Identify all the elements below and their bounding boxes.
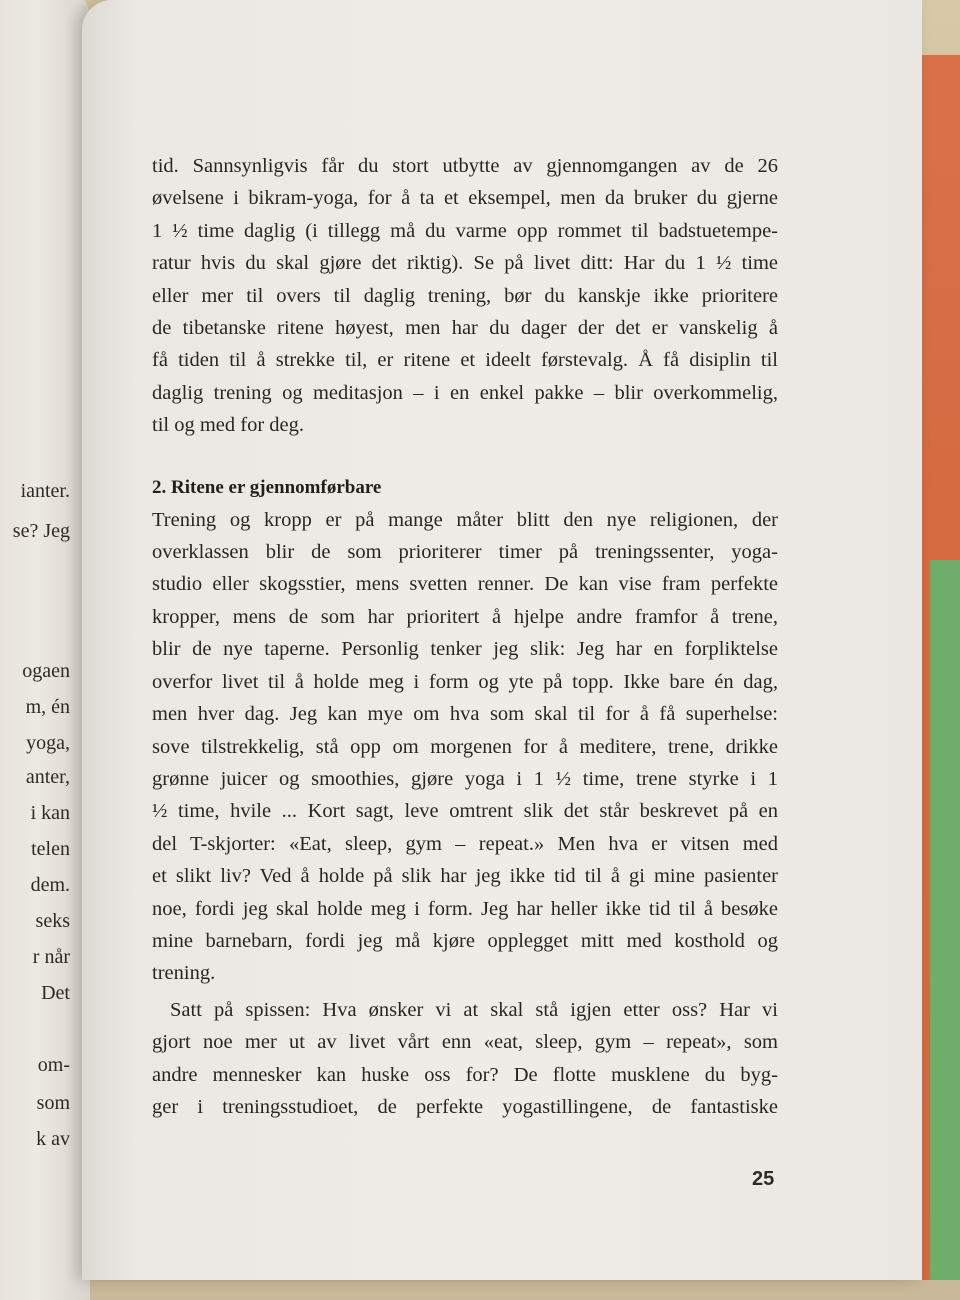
- text-line: et slikt liv? Ved å holde på slik har jeg ikke tid til å gi mine pasienter: [152, 865, 778, 888]
- left-fragment: yoga,: [26, 732, 70, 754]
- text-line: tid. Sannsynligvis får du stort utbytte av gjennomgangen av de 26: [152, 155, 778, 177]
- left-fragment: anter,: [25, 766, 70, 788]
- text-line: noe, fordi jeg skal holde meg i form. Jeg har heller ikke tid til å besøke: [152, 897, 778, 920]
- text-line: ratur hvis du skal gjøre det riktig). Se på livet ditt: Har du 1 ½ time: [152, 252, 778, 275]
- left-fragment: dem.: [30, 874, 70, 896]
- paragraph-1: [152, 150, 778, 442]
- page-number: 25: [752, 1168, 775, 1190]
- left-fragment: ianter.: [20, 480, 70, 502]
- text-line: overfor livet til å holde meg i form og yte på topp. Ikke bare én dag,: [152, 670, 778, 693]
- text-line: øvelsene i bikram-yoga, for å ta et eksempel, men da bruker du gjerne: [152, 187, 778, 210]
- text-line: gjort noe mer ut av livet vårt enn «eat, sleep, gym – repeat», som: [152, 1031, 778, 1054]
- text-line: mine barnebarn, fordi jeg må kjøre opplegget mitt med kosthold og: [152, 929, 778, 952]
- book-cover-green-strip: [930, 560, 960, 1280]
- left-fragment: telen: [31, 838, 70, 860]
- text-line: del T-skjorter: «Eat, sleep, gym – repeat.» Men hva er vitsen med: [152, 832, 778, 855]
- text-line: overklassen blir de som prioriterer timer på treningssenter, yoga-: [152, 541, 778, 564]
- page-text: [152, 150, 778, 1123]
- left-page: [0, 0, 90, 1300]
- text-line: grønne juicer og smoothies, gjøre yoga i 1 ½ time, trene styrke i 1: [152, 767, 778, 790]
- left-fragment: i kan: [30, 802, 70, 824]
- left-fragment: m, én: [25, 696, 70, 718]
- text-line: de tibetanske ritene høyest, men har du dager der det er vanskelig å: [152, 317, 778, 340]
- text-line: men hver dag. Jeg kan mye om hva som skal til for å få superhelse:: [152, 703, 778, 726]
- left-fragment: r når: [32, 946, 70, 968]
- text-line: eller mer til overs til daglig trening, bør du kanskje ikke prioritere: [152, 284, 778, 307]
- text-line: sove tilstrekkelig, stå opp om morgenen for å meditere, trene, drikke: [152, 735, 778, 758]
- left-fragment: ogaen: [22, 660, 70, 682]
- text-line: Satt på spissen: Hva ønsker vi at skal stå igjen etter oss? Har vi: [170, 998, 778, 1021]
- paragraph-2: [152, 504, 778, 990]
- left-fragment: seks: [35, 910, 70, 932]
- text-line: blir de nye taperne. Personlig tenker jeg slik: Jeg har en forpliktelse: [152, 638, 778, 661]
- text-line: studio eller skogsstier, mens svetten renner. De kan vise fram perfekte: [152, 573, 778, 596]
- left-fragment: se? Jeg: [12, 520, 70, 542]
- text-line: trening.: [152, 962, 216, 985]
- paragraph-3: [152, 994, 778, 1124]
- text-line: daglig trening og meditasjon – i en enkel pakke – blir overkommelig,: [152, 381, 778, 404]
- text-line: til og med for deg.: [152, 414, 305, 437]
- text-line: andre mennesker kan huske oss for? De flotte musklene du byg-: [152, 1063, 778, 1086]
- text-line: kropper, mens de som har prioritert å hjelpe andre framfor å trene,: [152, 605, 778, 628]
- left-fragment: Det: [41, 982, 70, 1004]
- text-line: ger i treningsstudioet, de perfekte yogastillingene, de fantastiske: [152, 1095, 778, 1118]
- text-line: 1 ½ time daglig (i tillegg må du varme opp rommet til badstuetempe-: [152, 219, 778, 242]
- text-line: få tiden til å strekke til, er ritene et ideelt førstevalg. Å få disiplin til: [152, 349, 778, 372]
- section-heading: 2. Ritene er gjennomførbare: [152, 476, 382, 498]
- left-fragment: om-: [37, 1054, 70, 1076]
- text-line: ½ time, hvile ... Kort sagt, leve omtrent slik det står beskrevet på en: [152, 800, 778, 823]
- left-fragment: k av: [36, 1128, 70, 1150]
- left-fragment: som: [36, 1092, 70, 1114]
- text-line: Trening og kropp er på mange måter blitt den nye religionen, der: [152, 508, 778, 531]
